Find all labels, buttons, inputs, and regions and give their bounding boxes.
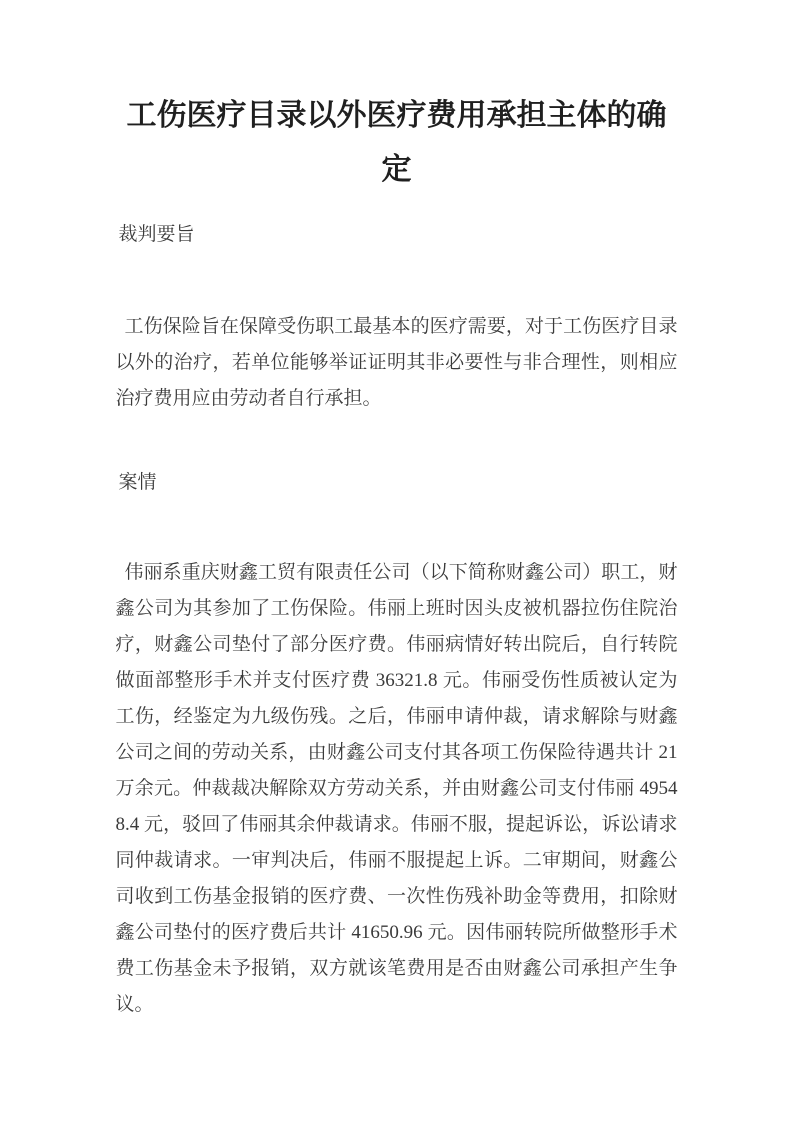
case-facts-paragraph: 伟丽系重庆财鑫工贸有限责任公司（以下简称财鑫公司）职工，财鑫公司为其参加了工伤保险。伟丽上班时因头皮被机器拉伤住院治疗，财鑫公司垫付了部分医疗费。伟丽病情好转出院后，自行转院做面部整形手术并支付医疗费 36321.8 元。伟丽受伤性质被认定为工伤，经鉴定为九级伤残。之后，伟丽申请仲裁，请求解除与财鑫公司之间的劳动关系，由财鑫公司支付其各项工伤保险待遇共计 21 万余元。仲裁裁决解除双方劳动关系，并由财鑫公司支付伟丽 49548.4 元，驳回了伟丽其余仲裁请求。伟丽不服，提起诉讼，诉讼请求同仲裁请求。一审判决后，伟丽不服提起上诉。二审期间，财鑫公司收到工伤基金报销的医疗费、一次性伤残补助金等费用，扣除财鑫公司垫付的医疗费后共计 41650.96 元。因伟丽转院所做整形手术费工伤基金未予报销，双方就该笔费用是否由财鑫公司承担产生争议。 bbox=[115, 562, 678, 1015]
section-heading-adjudication-gist: 裁判要旨 bbox=[118, 224, 195, 245]
document-title: 工伤医疗目录以外医疗费用承担主体的确定 bbox=[126, 99, 667, 186]
adjudication-gist-paragraph: 工伤保险旨在保障受伤职工最基本的医疗需要，对于工伤医疗目录以外的治疗，若单位能够举证证明其非必要性与非合理性，则相应治疗费用应由劳动者自行承担。 bbox=[115, 316, 678, 409]
section-heading-case-facts: 案情 bbox=[118, 472, 157, 493]
document-content bbox=[116, 0, 678, 1023]
